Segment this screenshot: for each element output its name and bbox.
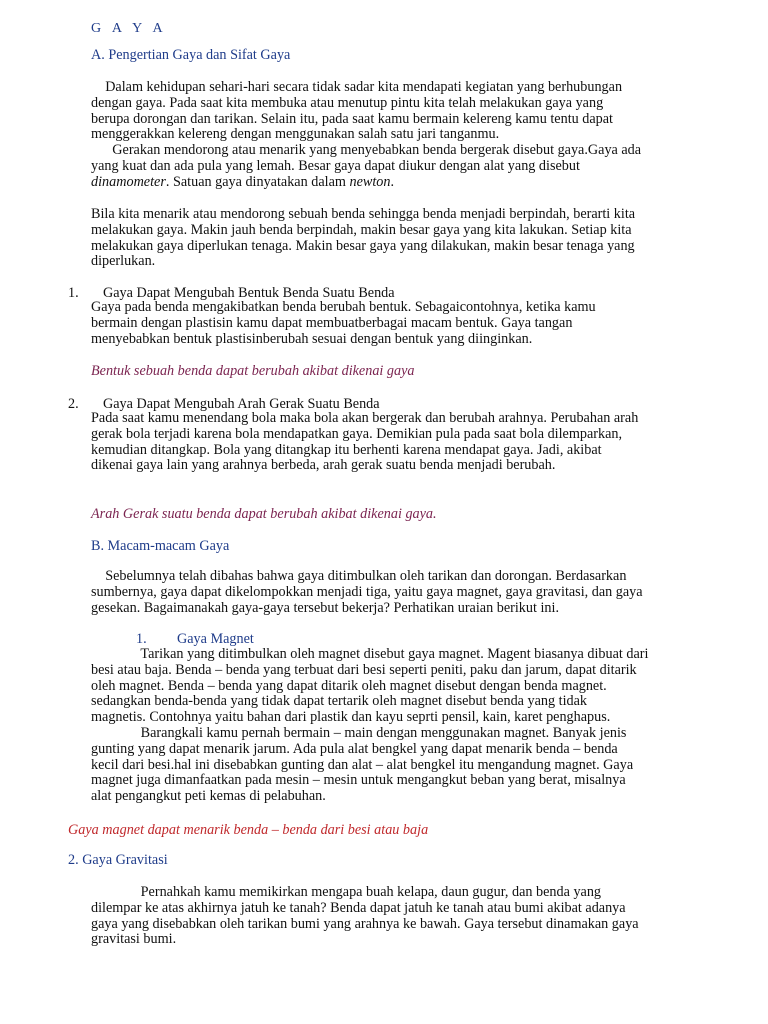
text-line: sedangkan benda-benda yang tidak dapat tertarik oleh magnet disebut benda yang tidak [91,693,587,710]
text-line: dikenai gaya lain yang arahnya berbeda, arah gerak suatu benda menjadi berubah. [91,457,556,474]
item-2-heading: Gaya Dapat Mengubah Arah Gerak Suatu Benda [103,396,380,412]
magnet-heading: Gaya Magnet [177,631,254,647]
text-line: magnet juga dimanfaatkan pada mesin – mesin untuk mengangkut beban yang berat, misalnya [91,772,626,789]
text-line: melakukan gaya. Makin jauh benda berpindah, makin besar gaya yang kita lakukan. Setiap kita [91,221,632,238]
gravitasi-body [91,885,639,948]
item-2-number: 2. [68,396,79,412]
section-b-intro [91,569,643,616]
term-newton: newton [349,173,391,190]
text-line: alat pengangkut peti kemas di pelabuhan. [91,788,326,805]
text-line: gesekan. Bagaimanakah gaya-gaya tersebut bekerja? Perhatikan uraian berikut ini. [91,599,559,616]
text-line: oleh magnet. Benda – benda yang dapat ditarik oleh magnet disebut dengan benda magnet. [91,677,607,694]
text-line: Pernahkah kamu memikirkan mengapa buah kelapa, daun gugur, dan benda yang [91,884,602,900]
section-a-heading: A. Pengertian Gaya dan Sifat Gaya [91,47,291,63]
text-line: sumbernya, gaya dapat dikelompokkan menjadi tiga, yaitu gaya magnet, gaya gravitasi, dan gaya [91,583,643,600]
text-line: gravitasi bumi. [91,931,177,948]
item-1-heading: Gaya Dapat Mengubah Bentuk Benda Suatu Benda [103,285,395,301]
item-1-body [91,300,596,347]
item-1-number: 1. [68,285,79,301]
gravitasi-heading: 2. Gaya Gravitasi [68,852,168,868]
text-fragment: . [390,173,394,190]
text-line: Barangkali kamu pernah bermain – main dengan menggunakan magnet. Banyak jenis [91,724,627,741]
text-line: gerak bola terjadi karena bola mendapatkan gaya. Demikian pula pada saat bola dilemparkan, [91,425,623,442]
section-b-heading: B. Macam-macam Gaya [91,538,230,554]
text-line: besi atau baja. Benda – benda yang terbuat dari besi seperti peniti, paku dan jarum, dapat ditarik [91,661,637,678]
text-line: gaya yang disebabkan oleh tarikan bumi yang arahnya ke bawah. Gaya tersebut dinamakan gaya [91,915,639,932]
term-dinamometer: dinamometer [91,173,166,190]
text-line: Sebelumnya telah dibahas bahwa gaya ditimbulkan oleh tarikan dan dorongan. Berdasarkan [91,568,627,584]
text-line: Pada saat kamu menendang bola maka bola akan bergerak dan berubah arahnya. Perubahan arah [91,410,639,426]
text-line: dilempar ke atas akhirnya jatuh ke tanah? Benda dapat jatuh ke tanah atau bumi akibat adanya [91,899,626,916]
text-line: magnetis. Contohnya yaitu bahan dari plastik dan kayu seprti pensil, kain, karet penghapus. [91,709,611,726]
text-line: kecil dari besi.hal ini disebabkan gunting dan alat – alat bengkel itu mengandung magnet. Gaya [91,756,634,773]
text-line: dengan gaya. Pada saat kita membuka atau menutup pintu kita telah melakukan gaya yang [91,94,604,111]
text-line: diperlukan. [91,253,156,270]
text-line: Tarikan yang ditimbulkan oleh magnet disebut gaya magnet. Magent biasanya dibuat dari [91,646,649,662]
text-line: berupa dorongan dan tarikan. Selain itu, pada saat kamu bermain kelereng kamu tentu dapat [91,110,613,127]
magnet-body [91,647,648,805]
text-line: Gerakan mendorong atau menarik yang menyebabkan benda bergerak disebut gaya.Gaya ada [91,142,642,159]
text-line: melakukan gaya diperlukan tenaga. Makin besar gaya yang dilakukan, makin besar tenaga yang [91,237,635,254]
text-line: gunting yang dapat menarik jarum. Ada pula alat bengkel yang dapat menarik benda – benda [91,740,618,757]
section-a-paragraph-3 [91,207,635,270]
text-fragment: . Satuan gaya dinyatakan dalam [165,173,350,190]
text-line: Bila kita menarik atau mendorong sebuah benda sehingga benda menjadi berpindah, berarti kita [91,206,636,222]
text-line: menyebabkan bentuk plastisinberubah sesuai dengan bentuk yang diinginkan. [91,330,533,347]
item-1-caption: Bentuk sebuah benda dapat berubah akibat dikenai gaya [91,363,415,379]
text-line: Dalam kehidupan sehari-hari secara tidak sadar kita mendapati kegiatan yang berhubungan [91,79,623,95]
text-line: yang kuat dan ada pula yang lemah. Besar gaya dapat diukur dengan alat yang disebut [91,157,580,174]
text-line: Gaya pada benda mengakibatkan benda berubah bentuk. Sebagaicontohnya, ketika kamu [91,299,596,315]
text-line [91,175,641,191]
item-2-body [91,411,638,474]
text-line: menggerakkan kelereng dengan menggunakan salah satu jari tanganmu. [91,126,500,143]
text-line: bermain dengan plastisin kamu dapat membuatberbagai macam bentuk. Gaya tangan [91,314,573,331]
text-line: kemudian ditangkap. Bola yang ditangkap itu berhenti karena mendapat gaya. Jadi, akibat [91,441,602,458]
page-title: G A Y A [91,21,167,36]
magnet-number: 1. [136,631,147,647]
item-2-caption: Arah Gerak suatu benda dapat berubah akibat dikenai gaya. [91,506,437,522]
magnet-caption: Gaya magnet dapat menarik benda – benda dari besi atau baja [68,822,429,838]
section-a-paragraph-1 [91,80,641,191]
